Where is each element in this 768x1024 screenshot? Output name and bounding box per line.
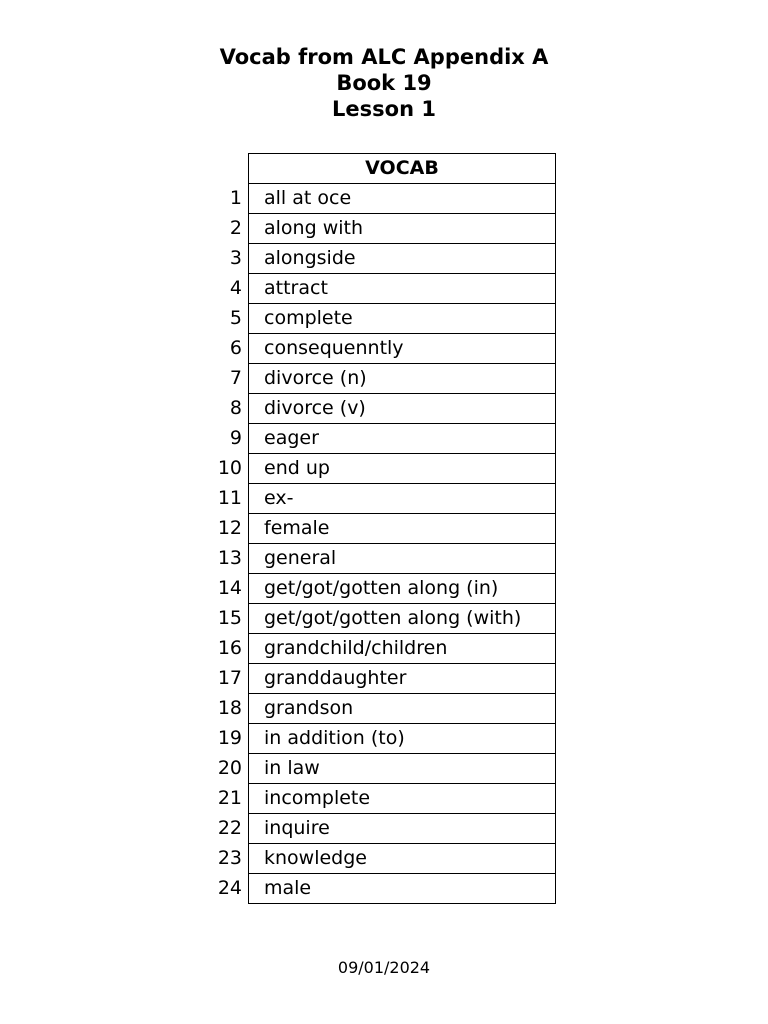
table-row — [208, 664, 556, 694]
table-row — [208, 604, 556, 634]
vocab-column-header: VOCAB — [249, 154, 556, 184]
row-number: 1 — [229, 187, 242, 209]
table-row — [208, 724, 556, 754]
title-line-2: Book 19 — [336, 71, 432, 95]
table-row — [208, 424, 556, 454]
vocab-term: grandchild/children — [249, 634, 556, 664]
table-row — [208, 184, 556, 214]
vocab-term: grandson — [249, 694, 556, 724]
row-number: 11 — [217, 487, 242, 509]
vocab-term: knowledge — [249, 844, 556, 874]
vocab-term: incomplete — [249, 784, 556, 814]
vocab-term: get/got/gotten along (in) — [249, 574, 556, 604]
row-number: 9 — [229, 427, 242, 449]
table-row — [208, 514, 556, 544]
table-row — [208, 784, 556, 814]
vocab-table — [208, 153, 556, 904]
row-number: 10 — [217, 457, 242, 479]
document-title — [0, 44, 768, 122]
row-number: 16 — [217, 637, 242, 659]
table-header-row — [208, 154, 556, 184]
vocab-term: get/got/gotten along (with) — [249, 604, 556, 634]
vocab-term: general — [249, 544, 556, 574]
row-number: 7 — [229, 367, 242, 389]
vocab-term: male — [249, 874, 556, 904]
table-row — [208, 544, 556, 574]
table-row — [208, 304, 556, 334]
row-number: 20 — [217, 757, 242, 779]
table-row — [208, 394, 556, 424]
vocab-term: alongside — [249, 244, 556, 274]
table-row — [208, 454, 556, 484]
vocab-term: in law — [249, 754, 556, 784]
table-row — [208, 574, 556, 604]
vocab-table-body — [208, 184, 556, 904]
row-number: 17 — [217, 667, 242, 689]
vocab-term: inquire — [249, 814, 556, 844]
number-column-header — [208, 154, 249, 184]
vocab-term: all at oce — [249, 184, 556, 214]
table-row — [208, 244, 556, 274]
vocab-term: granddaughter — [249, 664, 556, 694]
table-row — [208, 484, 556, 514]
vocab-term: ex- — [249, 484, 556, 514]
row-number: 14 — [217, 577, 242, 599]
row-number: 3 — [229, 247, 242, 269]
vocab-term: in addition (to) — [249, 724, 556, 754]
row-number: 4 — [229, 277, 242, 299]
table-row — [208, 634, 556, 664]
row-number: 24 — [217, 877, 242, 899]
row-number: 5 — [229, 307, 242, 329]
row-number: 23 — [217, 847, 242, 869]
title-line-3: Lesson 1 — [332, 97, 436, 121]
table-row — [208, 334, 556, 364]
row-number: 6 — [229, 337, 242, 359]
title-line-1: Vocab from ALC Appendix A — [219, 45, 549, 69]
table-row — [208, 814, 556, 844]
table-row — [208, 874, 556, 904]
vocab-term: eager — [249, 424, 556, 454]
table-row — [208, 274, 556, 304]
vocab-term: end up — [249, 454, 556, 484]
vocab-term: complete — [249, 304, 556, 334]
vocab-term: attract — [249, 274, 556, 304]
row-number: 13 — [217, 547, 242, 569]
vocab-term: divorce (n) — [249, 364, 556, 394]
table-row — [208, 364, 556, 394]
row-number: 8 — [229, 397, 242, 419]
vocab-term: divorce (v) — [249, 394, 556, 424]
row-number: 15 — [217, 607, 242, 629]
vocab-term: female — [249, 514, 556, 544]
footer-date: 09/01/2024 — [337, 958, 431, 977]
row-number: 21 — [217, 787, 242, 809]
row-number: 2 — [229, 217, 242, 239]
table-row — [208, 754, 556, 784]
vocab-term: along with — [249, 214, 556, 244]
row-number: 12 — [217, 517, 242, 539]
row-number: 19 — [217, 727, 242, 749]
row-number: 22 — [217, 817, 242, 839]
row-number: 18 — [217, 697, 242, 719]
table-row — [208, 844, 556, 874]
vocab-term: consequenntly — [249, 334, 556, 364]
table-row — [208, 214, 556, 244]
table-row — [208, 694, 556, 724]
